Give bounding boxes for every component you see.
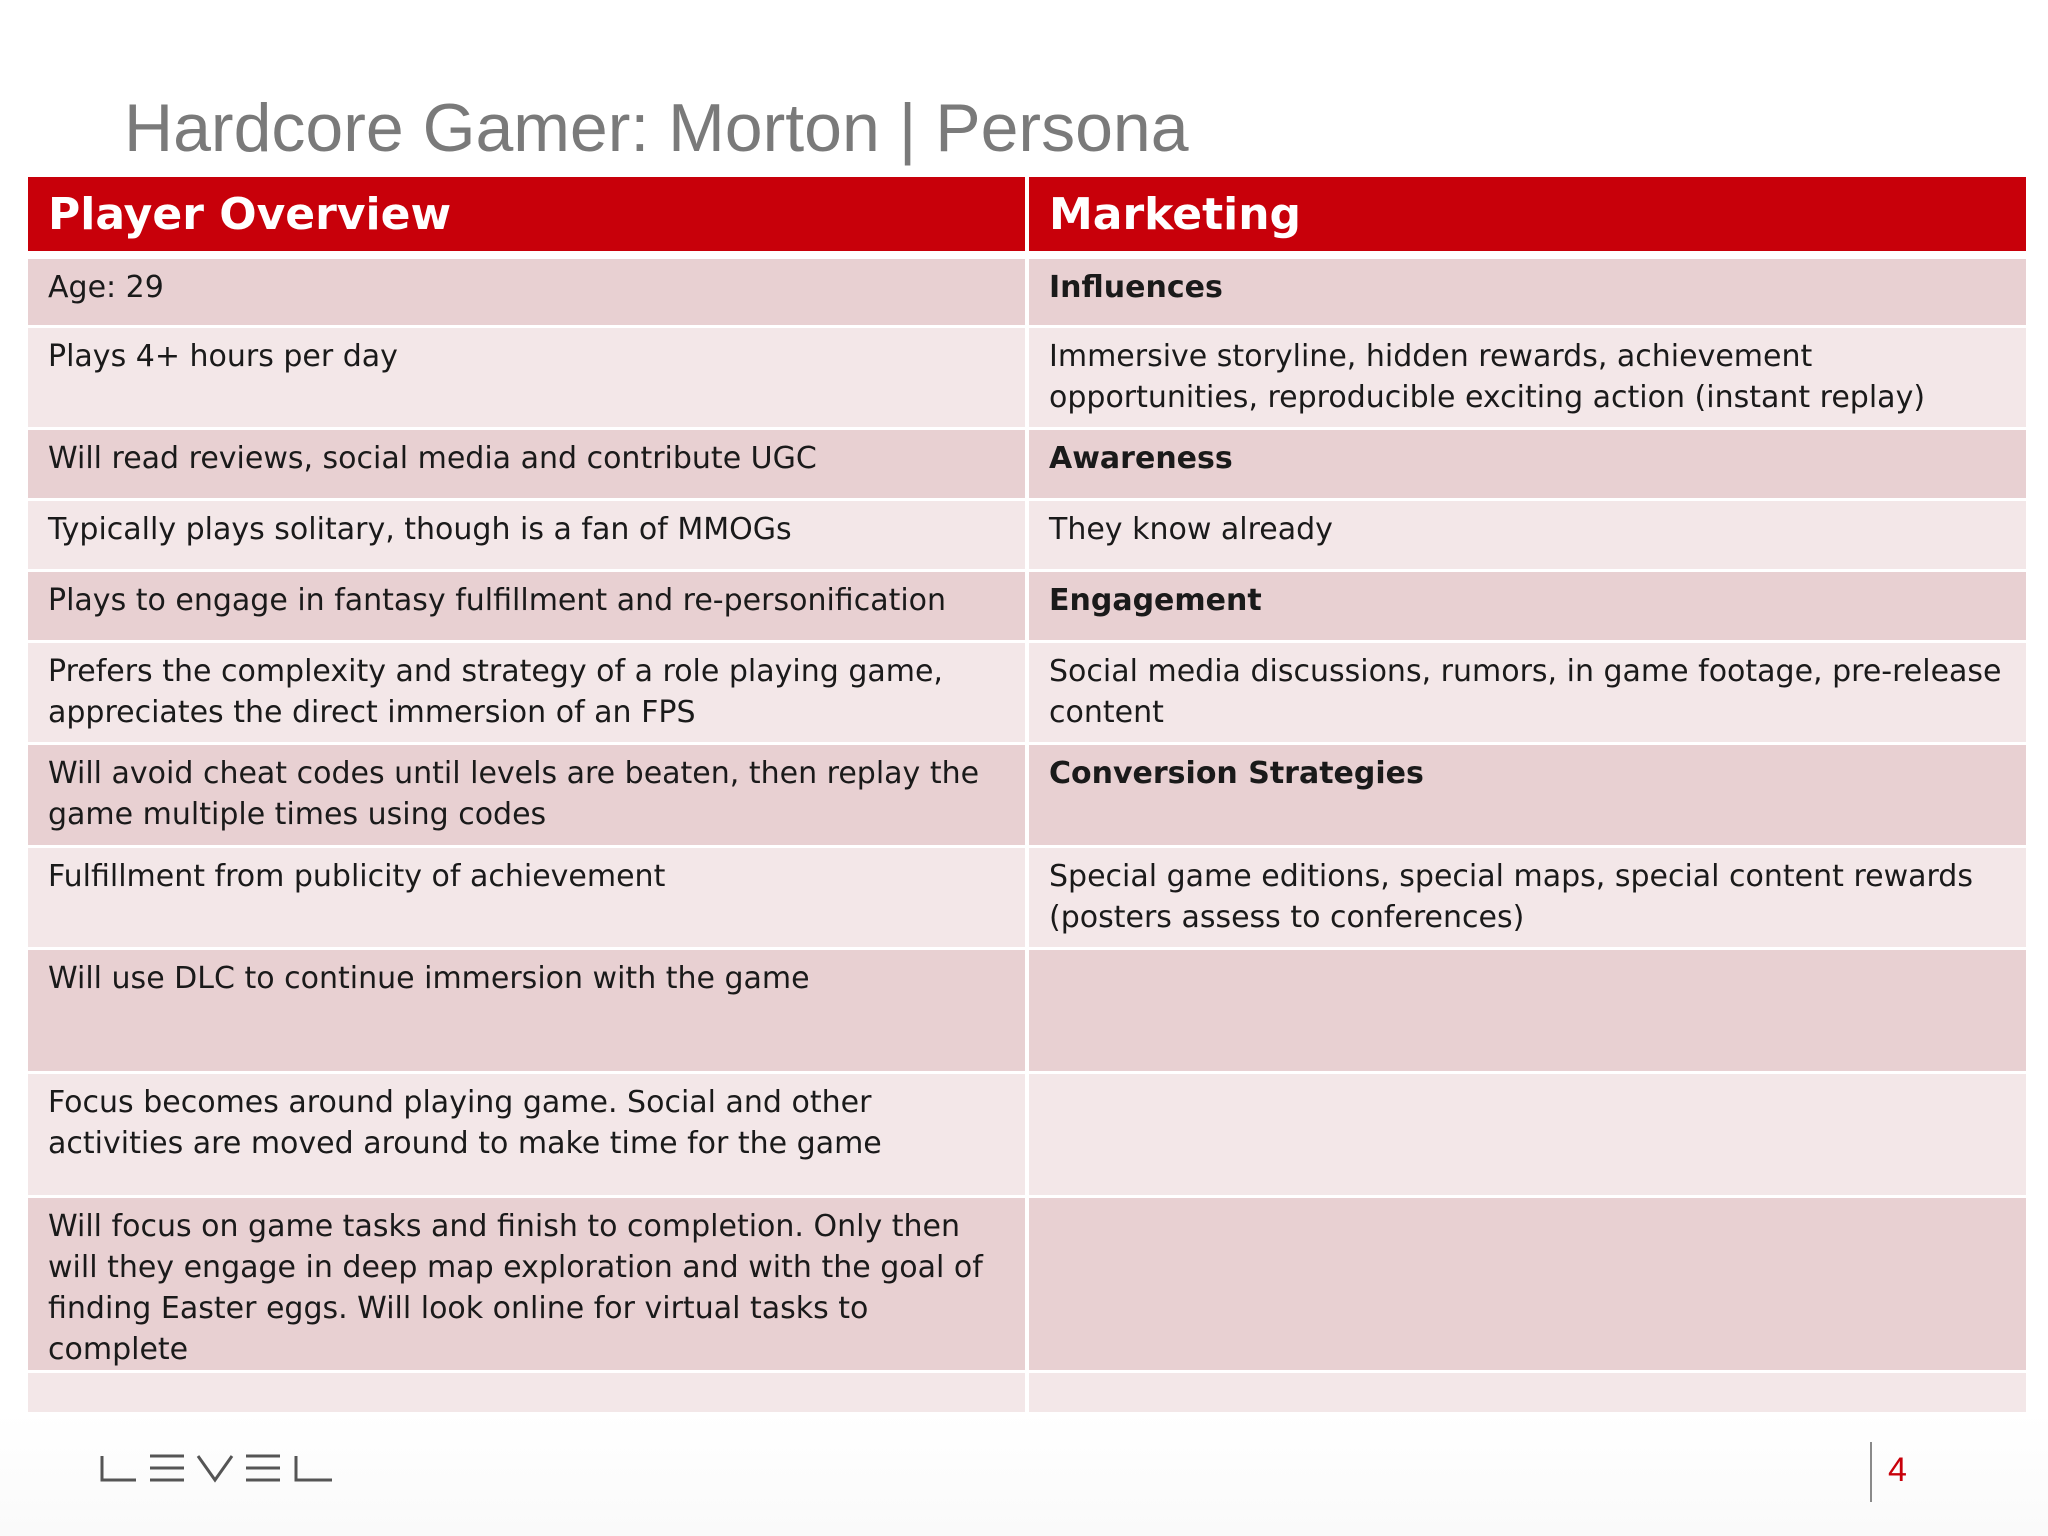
- player-overview-cell: Will focus on game tasks and finish to completion. Only then will they engage in deep map exploration and with the goal of finding Easter eggs. Will look online for virtual tasks to complete: [28, 1196, 1027, 1371]
- table-row: [28, 326, 2026, 428]
- player-overview-cell: Prefers the complexity and strategy of a role playing game, appreciates the direct immersion of an FPS: [28, 641, 1027, 743]
- marketing-cell: Social media discussions, rumors, in game footage, pre-release content: [1027, 641, 2026, 743]
- marketing-cell: Engagement: [1027, 570, 2026, 641]
- marketing-cell: Conversion Strategies: [1027, 743, 2026, 846]
- marketing-cell: [1027, 1196, 2026, 1371]
- persona-table: [28, 177, 2026, 1444]
- table-row: [28, 1196, 2026, 1371]
- player-overview-cell: Age: 29: [28, 255, 1027, 326]
- table-row: [28, 255, 2026, 326]
- player-overview-cell: Will avoid cheat codes until levels are beaten, then replay the game multiple times using codes: [28, 743, 1027, 846]
- player-overview-cell: Focus becomes around playing game. Social and other activities are moved around to make time for the game: [28, 1072, 1027, 1196]
- marketing-cell: Special game editions, special maps, special content rewards (posters assess to conferences): [1027, 846, 2026, 948]
- table-row: [28, 743, 2026, 846]
- player-overview-cell: Fulfillment from publicity of achievement: [28, 846, 1027, 948]
- slide-title: Hardcore Gamer: Morton | Persona: [124, 90, 1189, 166]
- table-header-row: [28, 177, 2026, 255]
- marketing-cell: [1027, 948, 2026, 1072]
- header-marketing: Marketing: [1027, 177, 2026, 255]
- table-row: [28, 428, 2026, 499]
- marketing-cell: They know already: [1027, 499, 2026, 570]
- table-row: [28, 499, 2026, 570]
- table-row: [28, 846, 2026, 948]
- header-player-overview: Player Overview: [28, 177, 1027, 255]
- player-overview-cell: Will read reviews, social media and contribute UGC: [28, 428, 1027, 499]
- table-row: [28, 641, 2026, 743]
- player-overview-cell: Typically plays solitary, though is a fan of MMOGs: [28, 499, 1027, 570]
- footer-divider: [1870, 1442, 1872, 1502]
- table-row: [28, 1072, 2026, 1196]
- marketing-cell: [1027, 1072, 2026, 1196]
- marketing-cell: Immersive storyline, hidden rewards, achievement opportunities, reproducible exciting action (instant replay): [1027, 326, 2026, 428]
- table-row: [28, 570, 2026, 641]
- player-overview-cell: Plays to engage in fantasy fulfillment and re-personification: [28, 570, 1027, 641]
- page-number: 4: [1888, 1451, 1907, 1489]
- level-logo: [100, 1450, 336, 1484]
- table-row: [28, 948, 2026, 1072]
- marketing-cell: Awareness: [1027, 428, 2026, 499]
- marketing-cell: Influences: [1027, 255, 2026, 326]
- player-overview-cell: Will use DLC to continue immersion with the game: [28, 948, 1027, 1072]
- player-overview-cell: Plays 4+ hours per day: [28, 326, 1027, 428]
